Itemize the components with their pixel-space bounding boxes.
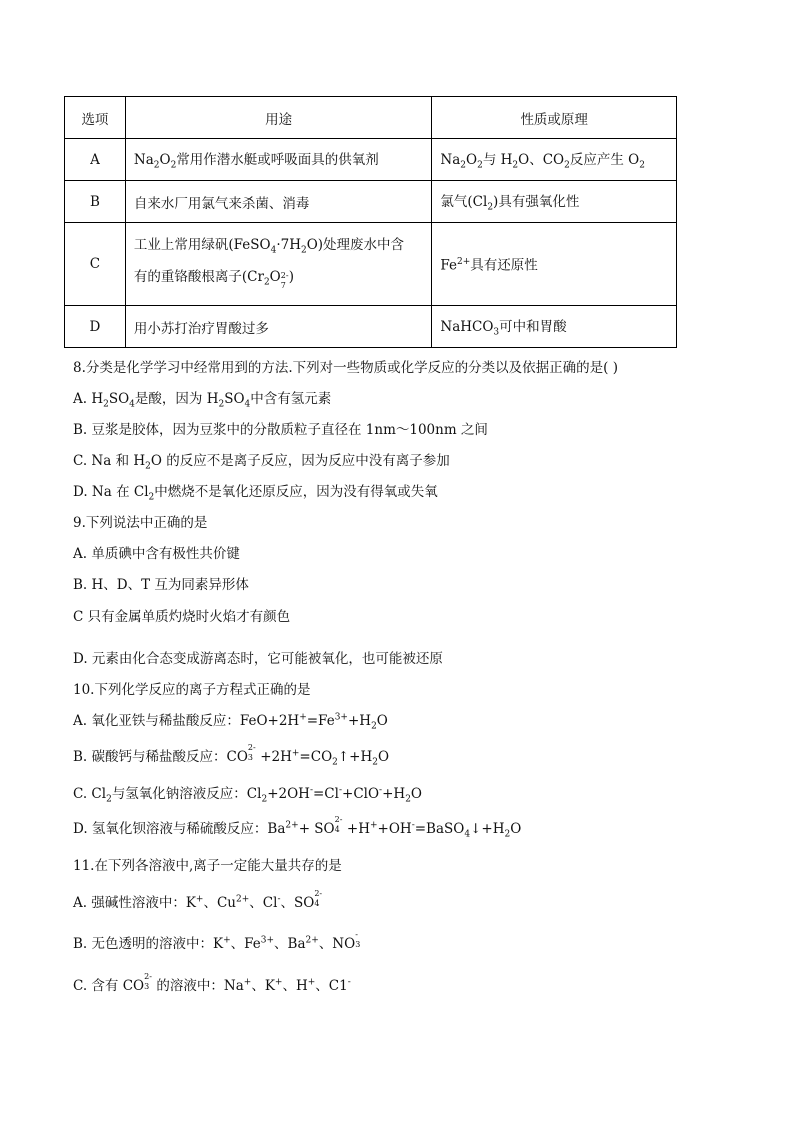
q8-stem: 8.分类是化学学习中经常用到的方法.下列对一些物质或化学反应的分类以及依据正确的是( ) <box>73 360 618 376</box>
q9-option-c: C 只有金属单质灼烧时火焰才有颜色 <box>73 609 291 625</box>
q8-option-c: C. Na 和 $H_2O$ 的反应不是离子反应，因为反应中没有离子参加 <box>73 453 450 472</box>
header-option: 选项 <box>65 97 126 139</box>
q9-option-d: D. 元素由化合态变成游离态时，它可能被氧化，也可能被还原 <box>73 651 443 667</box>
q10-option-d: D. 氢氧化钡溶液与稀硫酸反应：$Ba^{2+}+$ SO 2- 4 $+H^++OH^-=BaSO_4↓+H_2O$ <box>73 815 522 840</box>
row-principle: 氯气$(Cl_2)$具有强氧化性 <box>432 181 677 223</box>
row-option: A <box>65 139 126 181</box>
table-header-row <box>65 97 677 139</box>
header-principle: 性质或原理 <box>432 97 677 139</box>
row-principle: NaHCO$_3$可中和胃酸 <box>432 306 677 348</box>
table-row <box>65 181 677 223</box>
q10-option-b: B. 碳酸钙与稀盐酸反应：CO 2- 3 $+2H^+=CO_2↑+H_2O$ <box>73 743 390 768</box>
q11-stem: 11.在下列各溶液中,离子一定能大量共存的是 <box>73 858 342 874</box>
options-table <box>64 96 677 348</box>
row-use: 工业上常用绿矾$(FeSO_4\cdot 7H_2O)$处理废水中含 有的重铬酸根离子($Cr_2O$ 2- 7 ) <box>125 223 432 306</box>
q9-stem: 9.下列说法中正确的是 <box>73 515 208 531</box>
q10-option-c: C. $Cl_2$与氢氧化钠溶液反应：$Cl_2+2OH^-=Cl^-+ClO^-+H_2O$ <box>73 785 422 805</box>
table-row <box>65 139 677 181</box>
table-row <box>65 306 677 348</box>
q9-option-a: A. 单质碘中含有极性共价键 <box>73 546 240 562</box>
q11-option-a: A. 强碱性溶液中：K+、$Cu^{2+}$、Cl-、SO 2- 4 <box>73 889 323 911</box>
row-principle: $Fe^{2+}$具有还原性 <box>432 223 677 306</box>
q8-option-a: A. $H_2SO_4$是酸，因为 $H_2SO_4$中含有氢元素 <box>73 391 332 410</box>
q9-option-b: B. H、D、T 互为同素异形体 <box>73 577 249 593</box>
table-row <box>65 223 677 306</box>
row-use: $Na_2O_2$常用作潜水艇或呼吸面具的供氧剂 <box>125 139 432 181</box>
row-option: D <box>65 306 126 348</box>
q11-option-b: B. 无色透明的溶液中：K+、$Fe^{3+}$、$Ba^{2+}$、NO - 3 <box>73 930 361 952</box>
row-use: 自来水厂用氯气来杀菌、消毒 <box>125 181 432 223</box>
header-use: 用途 <box>125 97 432 139</box>
row-principle: $Na_2O_2$与 $H_2O$、$CO_2$反应产生 $O_2$ <box>432 139 677 181</box>
q8-option-b: B. 豆浆是胶体，因为豆浆中的分散质粒子直径在 1nm～100nm 之间 <box>73 422 488 438</box>
q10-stem: 10.下列化学反应的离子方程式正确的是 <box>73 682 311 698</box>
q11-option-c: C. 含有 CO 2- 3 的溶液中：Na+、K+、H+、C1- <box>73 972 351 994</box>
row-option: B <box>65 181 126 223</box>
q10-option-a: A. 氧化亚铁与稀盐酸反应：$FeO+2H^+=Fe^{3+}+H_2O$ <box>73 712 388 732</box>
q8-option-d: D. Na 在 $Cl_2$中燃烧不是氧化还原反应，因为没有得氧或失氧 <box>73 484 438 503</box>
row-option: C <box>65 223 126 306</box>
row-use: 用小苏打治疗胃酸过多 <box>125 306 432 348</box>
